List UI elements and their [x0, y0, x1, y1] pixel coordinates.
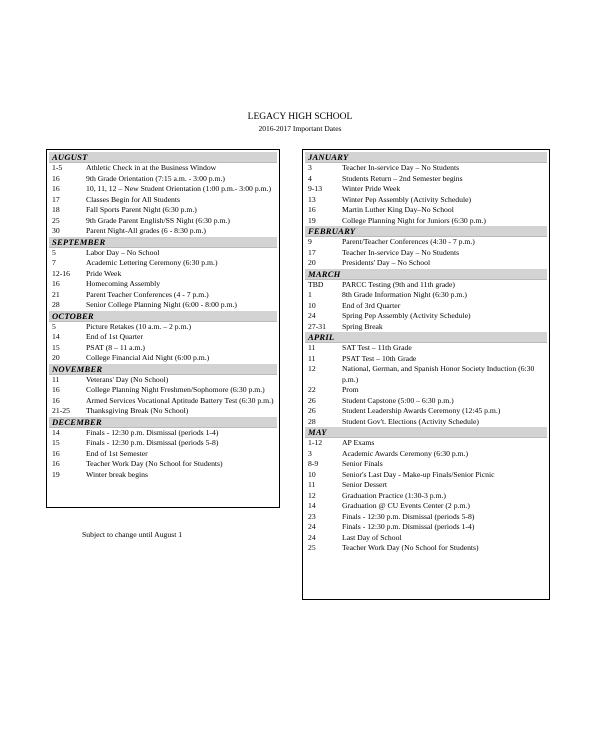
event-description: Parent Night-All grades (6 - 8:30 p.m.): [86, 226, 206, 235]
event-date: 20: [52, 353, 60, 362]
event-row: [49, 163, 277, 174]
event-date: 16: [52, 184, 60, 193]
subject-to-change-note: Subject to change until August 1: [82, 530, 183, 539]
event-description: 10, 11, 12 – New Student Orientation (1:00 p.m.- 3:00 p.m.): [86, 184, 272, 193]
event-row: [305, 301, 547, 312]
event-date: 17: [308, 247, 316, 257]
event-date: 5: [52, 321, 56, 331]
event-row: [305, 184, 547, 195]
month-header-january: JANUARY: [305, 152, 547, 163]
month-header-august: AUGUST: [49, 152, 277, 163]
event-row: [305, 174, 547, 185]
event-description: Student Leadership Awards Ceremony (12:45 p.m.): [342, 406, 501, 415]
event-date: 14: [308, 501, 316, 510]
event-description: Martin Luther King Day–No School: [342, 205, 454, 214]
spring-semester-list: [305, 152, 547, 554]
event-description: Finals - 12:30 p.m. Dismissal (periods 1-4): [342, 522, 475, 531]
event-row: [305, 237, 547, 248]
month-header-september: SEPTEMBER: [49, 237, 277, 248]
event-row: [305, 385, 547, 396]
event-date: 9-13: [308, 184, 323, 193]
document-title: LEGACY HIGH SCHOOL: [247, 112, 353, 122]
event-row: [49, 226, 277, 237]
event-row: [305, 491, 547, 502]
event-date: 27-31: [308, 321, 326, 331]
event-description: 8th Grade Information Night (6:30 p.m.): [342, 290, 467, 299]
event-description: Senior Dessert: [342, 480, 388, 489]
event-description: End of 3rd Quarter: [342, 300, 401, 310]
event-date: 3: [308, 163, 312, 172]
event-date: 28: [52, 300, 60, 309]
event-date: 14: [52, 332, 60, 341]
event-date: 1-12: [308, 438, 323, 447]
event-row: [305, 406, 547, 417]
event-description: Parent/Teacher Conferences (4:30 - 7 p.m.): [342, 237, 475, 246]
event-date: 16: [52, 395, 60, 405]
event-description: Finals - 12:30 p.m. Dismissal (periods 5-8): [342, 511, 475, 521]
event-row: [49, 385, 277, 396]
event-row: [305, 216, 547, 227]
event-date: 24: [308, 522, 316, 531]
event-date: 16: [52, 385, 60, 394]
event-row: [305, 205, 547, 216]
event-description: Pride Week: [86, 268, 122, 278]
event-date: 3: [308, 448, 312, 458]
event-date: 24: [308, 532, 316, 542]
event-description: Prom: [342, 385, 359, 394]
event-date: 16: [308, 205, 316, 214]
event-date: TBD: [308, 279, 324, 289]
event-row: [49, 343, 277, 354]
event-description: Spring Break: [342, 321, 383, 331]
event-row: [49, 216, 277, 227]
event-date: 5: [52, 247, 56, 257]
month-header-december: DECEMBER: [49, 417, 277, 428]
event-date: 17: [52, 194, 60, 204]
event-row: [49, 174, 277, 185]
month-header-april: APRIL: [305, 332, 547, 343]
fall-semester-list: [49, 152, 277, 480]
event-date: 11: [308, 343, 316, 352]
event-row: [305, 396, 547, 407]
event-description: Homecoming Assembly: [86, 279, 161, 288]
event-description: Last Day of School: [342, 532, 402, 542]
event-row: [49, 258, 277, 269]
event-date: 4: [308, 173, 312, 183]
event-description: National, German, and Spanish Honor Society Induction (6:30 p.m.): [342, 364, 535, 384]
event-description: Picture Retakes (10 a.m. – 2 p.m.): [86, 321, 192, 331]
event-date: 8-9: [308, 459, 319, 468]
event-row: [49, 290, 277, 301]
event-row: [305, 258, 547, 269]
event-row: [305, 311, 547, 322]
event-date: 11: [308, 480, 316, 489]
event-row: [305, 280, 547, 291]
event-row: [305, 364, 547, 385]
event-description: Student Gov't. Elections (Activity Schedule): [342, 416, 479, 426]
event-description: Winter Pride Week: [342, 184, 401, 193]
event-description: PARCC Testing (9th and 11th grade): [342, 279, 455, 289]
event-row: [49, 205, 277, 216]
event-row: [305, 533, 547, 544]
event-row: [49, 428, 277, 439]
event-description: Graduation Practice (1:30-3 p.m.): [342, 490, 446, 500]
event-description: Labor Day – No School: [86, 247, 160, 257]
event-row: [305, 290, 547, 301]
event-row: [305, 470, 547, 481]
event-description: Winter Pep Assembly (Activity Schedule): [342, 194, 472, 204]
event-description: Presidents' Day – No School: [342, 258, 431, 267]
event-description: Senior College Planning Night (6:00 - 8:00 p.m.): [86, 300, 237, 309]
event-row: [305, 163, 547, 174]
event-date: 18: [52, 205, 60, 214]
event-row: [49, 438, 277, 449]
event-description: College Planning Night Freshmen/Sophomore (6:30 p.m.): [86, 385, 265, 394]
event-date: 16: [52, 448, 60, 458]
event-description: PSAT Test – 10th Grade: [342, 353, 417, 363]
event-date: 15: [52, 342, 60, 352]
event-description: Veterans' Day (No School): [86, 374, 169, 384]
event-date: 12: [308, 364, 316, 373]
event-description: Senior's Last Day - Make-up Finals/Senior Picnic: [342, 469, 495, 479]
event-description: Winter break begins: [86, 469, 149, 479]
event-date: 11: [308, 353, 316, 363]
event-row: [49, 300, 277, 311]
event-date: 7: [52, 258, 56, 267]
event-description: AP Exams: [342, 438, 375, 447]
event-row: [49, 195, 277, 206]
fall-semester-box: [46, 149, 280, 508]
event-description: Thanksgiving Break (No School): [86, 406, 189, 415]
spring-semester-box: [302, 149, 550, 600]
event-description: PSAT (8 – 11 a.m.): [86, 342, 145, 352]
event-date: 16: [52, 279, 60, 288]
event-row: [49, 322, 277, 333]
event-date: 28: [308, 416, 316, 426]
event-date: 11: [52, 374, 60, 384]
event-row: [49, 269, 277, 280]
event-description: End of 1st Quarter: [86, 332, 143, 341]
event-description: College Financial Aid Night (6:00 p.m.): [86, 353, 210, 362]
event-description: Graduation @ CU Events Center (2 p.m.): [342, 501, 470, 510]
event-description: Teacher In-service Day – No Students: [342, 163, 460, 172]
month-header-may: MAY: [305, 427, 547, 438]
event-description: SAT Test – 11th Grade: [342, 343, 412, 352]
event-row: [49, 353, 277, 364]
event-description: Fall Sports Parent Night (6:30 p.m.): [86, 205, 197, 214]
event-description: Teacher Work Day (No School for Students): [86, 459, 223, 468]
event-row: [49, 248, 277, 259]
event-description: Students Return – 2nd Semester begins: [342, 173, 463, 183]
event-row: [49, 470, 277, 481]
event-row: [49, 332, 277, 343]
event-date: 25: [308, 543, 316, 552]
event-description: Student Capstone (5:00 – 6:30 p.m.): [342, 395, 454, 405]
event-date: 14: [52, 427, 60, 437]
event-date: 22: [308, 385, 316, 394]
event-row: [49, 449, 277, 460]
event-row: [305, 248, 547, 259]
event-date: 15: [52, 438, 60, 447]
event-row: [305, 438, 547, 449]
event-row: [305, 459, 547, 470]
event-row: [305, 322, 547, 333]
event-date: 20: [308, 258, 316, 267]
event-row: [49, 279, 277, 290]
event-date: 25: [52, 215, 60, 225]
event-date: 21-25: [52, 406, 70, 415]
event-date: 21: [52, 289, 60, 299]
event-date: 10: [308, 469, 316, 479]
event-description: Senior Finals: [342, 459, 383, 468]
event-row: [305, 501, 547, 512]
event-row: [305, 543, 547, 554]
event-date: 26: [308, 406, 316, 415]
document-subtitle: 2016-2017 Important Dates: [258, 124, 342, 133]
month-header-november: NOVEMBER: [49, 364, 277, 375]
event-description: 9th Grade Parent English/SS Night (6:30 p.m.): [86, 215, 230, 225]
event-date: 30: [52, 226, 60, 235]
event-row: [305, 417, 547, 428]
event-date: 19: [52, 469, 60, 479]
event-row: [49, 406, 277, 417]
month-header-february: FEBRUARY: [305, 226, 547, 237]
event-description: Academic Lettering Ceremony (6:30 p.m.): [86, 258, 218, 267]
event-row: [49, 375, 277, 386]
event-description: 9th Grade Orientation (7:15 a.m. - 3:00 p.m.): [86, 173, 225, 183]
event-description: Finals - 12:30 p.m. Dismissal (periods 1-4): [86, 427, 219, 437]
event-row: [305, 195, 547, 206]
event-date: 12: [308, 490, 316, 500]
event-date: 19: [308, 215, 316, 225]
event-description: Finals - 12:30 p.m. Dismissal (periods 5-8): [86, 438, 219, 447]
event-row: [305, 480, 547, 491]
event-date: 1-5: [52, 163, 63, 172]
event-description: Armed Services Vocational Aptitude Battery Test (6:30 p.m.): [86, 395, 274, 405]
event-date: 13: [308, 194, 316, 204]
event-row: [305, 449, 547, 460]
event-description: Academic Awards Ceremony (6:30 p.m.): [342, 448, 469, 458]
event-description: Classes Begin for All Students: [86, 194, 180, 204]
event-date: 24: [308, 311, 316, 320]
month-header-march: MARCH: [305, 269, 547, 280]
event-row: [305, 343, 547, 354]
event-date: 1: [308, 290, 312, 299]
event-description: Spring Pep Assembly (Activity Schedule): [342, 311, 471, 320]
month-header-october: OCTOBER: [49, 311, 277, 322]
event-row: [305, 354, 547, 365]
event-row: [49, 396, 277, 407]
event-date: 16: [52, 459, 60, 468]
event-row: [305, 522, 547, 533]
event-description: End of 1st Semester: [86, 448, 148, 458]
event-description: Teacher Work Day (No School for Students): [342, 543, 479, 552]
event-description: Athletic Check in at the Business Window: [86, 163, 217, 172]
event-date: 16: [52, 173, 60, 183]
event-date: 10: [308, 300, 316, 310]
event-description: Teacher In-service Day – No Students: [342, 247, 460, 257]
event-row: [49, 184, 277, 195]
event-description: College Planning Night for Juniors (6:30 p.m.): [342, 215, 486, 225]
event-date: 23: [308, 511, 316, 521]
event-date: 9: [308, 237, 312, 246]
event-row: [305, 512, 547, 523]
event-row: [49, 459, 277, 470]
event-date: 26: [308, 395, 316, 405]
event-date: 12-16: [52, 268, 70, 278]
event-description: Parent Teacher Conferences (4 - 7 p.m.): [86, 289, 209, 299]
